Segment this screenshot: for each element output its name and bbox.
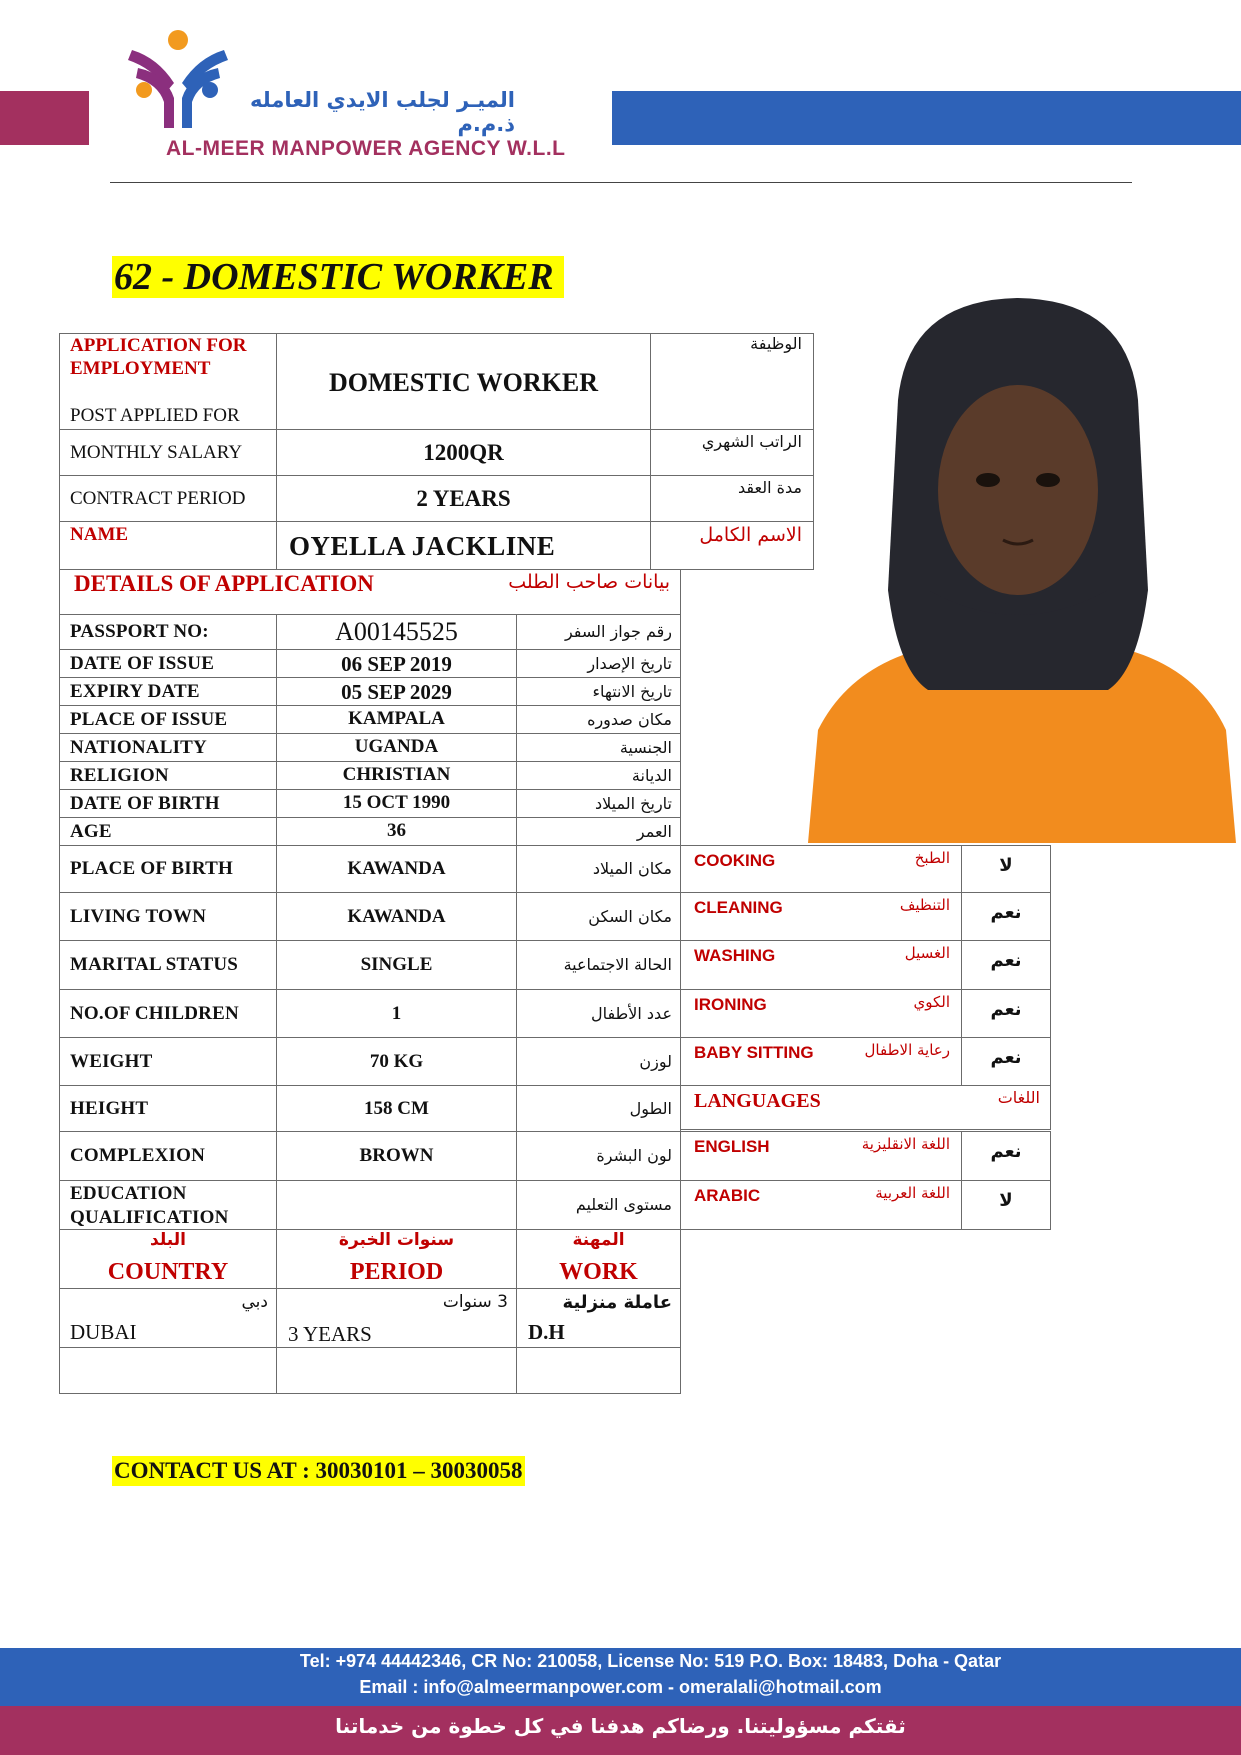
- detail-label: HEIGHT: [70, 1097, 149, 1119]
- languages-heading: LANGUAGES: [694, 1090, 821, 1112]
- detail-ar: العمر: [636, 821, 672, 841]
- detail-ar: لوزن: [639, 1051, 672, 1071]
- footer-line-1: Tel: +974 44442346, CR No: 210058, License No: 519 P.O. Box: 18483, Doha - Qatar: [299, 1651, 1002, 1671]
- exp-work-ar: المهنة: [572, 1230, 625, 1250]
- name-value: OYELLA JACKLINE: [289, 531, 556, 561]
- detail-ar: الحالة الاجتماعية: [563, 955, 672, 974]
- exp-row-period: 3 YEARS: [288, 1322, 372, 1346]
- skill-name-ar: التنظيف: [899, 896, 950, 914]
- detail-ar: مكان صدوره: [587, 709, 672, 729]
- detail-label: AGE: [70, 820, 112, 842]
- page-title: 62 - DOMESTIC WORKER: [112, 256, 564, 298]
- detail-ar: تاريخ الانتهاء: [592, 681, 672, 701]
- applicant-photo: [808, 290, 1236, 843]
- detail-ar: رقم جواز السفر: [564, 622, 672, 641]
- detail-ar: مكان السكن: [588, 906, 672, 926]
- exp-row-country: DUBAI: [70, 1320, 137, 1344]
- exp-empty-period-cell: [276, 1347, 517, 1394]
- language-name: ENGLISH: [694, 1137, 770, 1156]
- exp-country-label: COUNTRY: [107, 1259, 229, 1285]
- detail-ar: لون البشرة: [596, 1146, 672, 1165]
- detail-label: NO.OF CHILDREN: [70, 1002, 239, 1024]
- detail-ar: الجنسية: [619, 737, 672, 757]
- name-label: NAME: [70, 524, 129, 545]
- detail-value: SINGLE: [360, 954, 433, 975]
- detail-value: A00145525: [335, 617, 458, 646]
- detail-label: DATE OF ISSUE: [70, 652, 215, 674]
- agency-name-arabic: الميـر لجلب الايدي العامله ذ.م.م: [250, 88, 515, 136]
- post-label-red: APPLICATION FOR EMPLOYMENT: [70, 335, 247, 379]
- skill-name: WASHING: [694, 946, 776, 965]
- language-name: ARABIC: [694, 1186, 761, 1205]
- detail-ar: عدد الأطفال: [590, 1003, 672, 1023]
- contract-ar: مدة العقد: [738, 478, 802, 497]
- post-label: POST APPLIED FOR: [70, 405, 240, 426]
- detail-value: 05 SEP 2029: [341, 679, 452, 704]
- post-value: DOMESTIC WORKER: [329, 368, 598, 397]
- salary-label: MONTHLY SALARY: [70, 442, 243, 463]
- footer-line-2: Email : info@almeermanpower.com - omeralali@hotmail.com: [359, 1677, 882, 1697]
- header-maroon-bar: [0, 91, 89, 145]
- exp-period-ar: سنوات الخبرة: [338, 1230, 455, 1250]
- detail-ar: تاريخ الميلاد: [595, 793, 672, 813]
- detail-value: UGANDA: [354, 735, 439, 757]
- detail-ar: الطول: [629, 1098, 672, 1118]
- skill-name: COOKING: [694, 851, 776, 870]
- detail-ar: الديانة: [631, 765, 672, 785]
- skill-name-ar: الغسيل: [904, 944, 950, 962]
- detail-value-cell: [276, 1180, 517, 1230]
- skill-answer: نعم: [990, 1047, 1022, 1068]
- detail-value: BROWN: [359, 1145, 434, 1166]
- detail-value: 06 SEP 2019: [341, 651, 452, 676]
- detail-label: COMPLEXION: [70, 1145, 205, 1166]
- footer-slogan: ثقتكم مسؤوليتنا. ورضاكم هدفنا في كل خطوة من خدماتنا: [335, 1714, 906, 1738]
- skill-name-ar: الطبخ: [914, 849, 950, 867]
- detail-value: 1: [391, 1002, 402, 1024]
- skill-name-ar: الكوي: [913, 993, 950, 1011]
- language-answer: نعم: [990, 1141, 1022, 1162]
- detail-label: DATE OF BIRTH: [70, 792, 220, 814]
- detail-label: LIVING TOWN: [70, 905, 207, 927]
- skill-answer: نعم: [990, 950, 1022, 971]
- details-heading: DETAILS OF APPLICATION: [74, 571, 374, 596]
- agency-name-english: AL-MEER MANPOWER AGENCY W.L.L: [166, 137, 566, 160]
- languages-heading-ar: اللغات: [997, 1088, 1040, 1107]
- skill-name: CLEANING: [694, 898, 783, 917]
- header-divider: [110, 182, 1132, 183]
- detail-label: MARITAL STATUS: [70, 954, 239, 975]
- detail-value: CHRISTIAN: [342, 763, 451, 785]
- contact-line: CONTACT US AT : 30030101 – 30030058: [112, 1456, 525, 1486]
- exp-period-label: PERIOD: [349, 1259, 444, 1285]
- exp-row-country-ar: دبي: [241, 1292, 268, 1312]
- detail-value: 70 KG: [369, 1050, 424, 1072]
- skill-answer: نعم: [990, 902, 1022, 923]
- detail-label: EDUCATION QUALIFICATION: [70, 1183, 229, 1228]
- detail-value: KAWANDA: [347, 858, 446, 879]
- detail-ar: تاريخ الإصدار: [587, 653, 672, 673]
- header-blue-bar: [612, 91, 1241, 145]
- exp-row-period-ar: 3 سنوات: [442, 1292, 508, 1312]
- skill-answer: نعم: [990, 999, 1022, 1020]
- detail-ar: مكان الميلاد: [592, 859, 672, 878]
- language-answer: لا: [999, 1190, 1013, 1211]
- exp-country-ar: البلد: [150, 1230, 186, 1250]
- detail-label: PLACE OF BIRTH: [70, 858, 233, 879]
- details-heading-ar: بيانات صاحب الطلب: [508, 571, 670, 593]
- skill-name-ar: رعاية الاطفال: [864, 1041, 950, 1059]
- detail-value: 15 OCT 1990: [342, 791, 451, 813]
- salary-value: 1200QR: [423, 440, 504, 465]
- detail-label: PLACE OF ISSUE: [70, 708, 228, 730]
- detail-label: EXPIRY DATE: [70, 680, 200, 702]
- detail-value: KAWANDA: [347, 905, 446, 927]
- salary-ar: الراتب الشهري: [701, 432, 802, 451]
- contract-label: CONTRACT PERIOD: [70, 488, 246, 509]
- exp-empty-country-cell: [59, 1347, 277, 1394]
- skill-name: BABY SITTING: [694, 1043, 814, 1062]
- post-ar: الوظيفة: [750, 334, 802, 353]
- language-name-ar: اللغة العربية: [875, 1184, 950, 1202]
- language-name-ar: اللغة الانقليزية: [861, 1135, 950, 1153]
- detail-value: KAMPALA: [348, 707, 445, 729]
- skill-name: IRONING: [694, 995, 767, 1014]
- exp-empty-work-cell: [516, 1347, 681, 1394]
- name-ar: الاسم الكامل: [699, 524, 802, 546]
- detail-ar: مستوى التعليم: [575, 1195, 672, 1214]
- detail-label: NATIONALITY: [70, 736, 207, 758]
- detail-value: 36: [387, 819, 406, 841]
- skill-answer: لا: [999, 855, 1013, 876]
- contract-value: 2 YEARS: [416, 486, 511, 511]
- exp-work-label: WORK: [559, 1259, 638, 1285]
- exp-row-work: D.H: [528, 1320, 565, 1344]
- detail-value: 158 CM: [364, 1097, 429, 1119]
- detail-label: PASSPORT NO:: [70, 621, 209, 642]
- detail-label: RELIGION: [70, 764, 169, 786]
- exp-row-work-ar: عاملة منزلية: [562, 1292, 672, 1313]
- detail-label: WEIGHT: [70, 1050, 153, 1072]
